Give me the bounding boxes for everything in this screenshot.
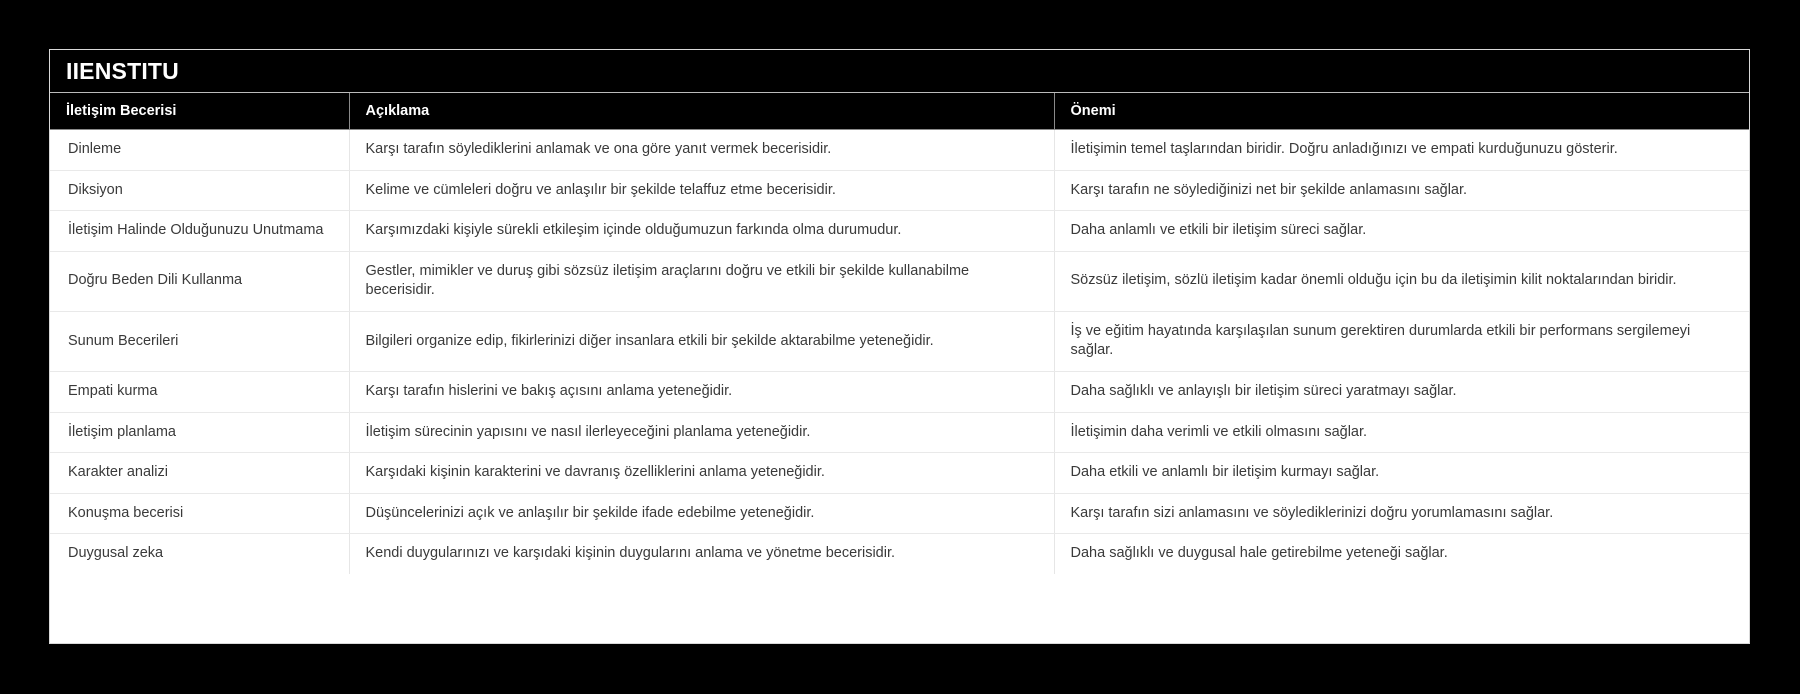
- cell-description: Bilgileri organize edip, fikirlerinizi diğer insanlara etkili bir şekilde aktarabilme yeteneğidir.: [349, 311, 1054, 371]
- table-body: [50, 130, 1749, 574]
- table-row: [50, 251, 1749, 311]
- cell-description: Karşıdaki kişinin karakterini ve davranış özelliklerini anlama yeteneğidir.: [349, 453, 1054, 494]
- table-row: [50, 311, 1749, 371]
- cell-importance: İletişimin temel taşlarından biridir. Doğru anladığınızı ve empati kurduğunuzu gösterir.: [1054, 130, 1749, 171]
- cell-importance: Daha sağlıklı ve duygusal hale getirebilme yeteneği sağlar.: [1054, 534, 1749, 574]
- cell-description: Karşımızdaki kişiyle sürekli etkileşim içinde olduğumuzun farkında olma durumudur.: [349, 211, 1054, 252]
- cell-description: İletişim sürecinin yapısını ve nasıl ilerleyeceğini planlama yeteneğidir.: [349, 412, 1054, 453]
- communication-skills-table: [50, 93, 1749, 574]
- cell-importance: Daha sağlıklı ve anlayışlı bir iletişim süreci yaratmayı sağlar.: [1054, 371, 1749, 412]
- brand-bar: [50, 50, 1749, 93]
- cell-importance: Sözsüz iletişim, sözlü iletişim kadar önemli olduğu için bu da iletişimin kilit noktalarından biridir.: [1054, 251, 1749, 311]
- cell-skill: Duygusal zeka: [50, 534, 349, 574]
- cell-description: Kelime ve cümleleri doğru ve anlaşılır bir şekilde telaffuz etme becerisidir.: [349, 170, 1054, 211]
- cell-skill: Konuşma becerisi: [50, 493, 349, 534]
- cell-skill: Diksiyon: [50, 170, 349, 211]
- table-header-row: [50, 93, 1749, 130]
- table-row: [50, 211, 1749, 252]
- cell-description: Düşüncelerinizi açık ve anlaşılır bir şekilde ifade edebilme yeteneğidir.: [349, 493, 1054, 534]
- column-header-skill: İletişim Becerisi: [50, 93, 349, 130]
- cell-description: Karşı tarafın hislerini ve bakış açısını anlama yeteneğidir.: [349, 371, 1054, 412]
- table-row: [50, 534, 1749, 574]
- column-header-description: Açıklama: [349, 93, 1054, 130]
- table-row: [50, 130, 1749, 171]
- cell-skill: Karakter analizi: [50, 453, 349, 494]
- column-header-importance: Önemi: [1054, 93, 1749, 130]
- cell-importance: Karşı tarafın ne söylediğinizi net bir şekilde anlamasını sağlar.: [1054, 170, 1749, 211]
- cell-description: Kendi duygularınızı ve karşıdaki kişinin duygularını anlama ve yönetme becerisidir.: [349, 534, 1054, 574]
- cell-skill: Doğru Beden Dili Kullanma: [50, 251, 349, 311]
- cell-description: Gestler, mimikler ve duruş gibi sözsüz iletişim araçlarını doğru ve etkili bir şekilde kullanabilme becerisidir.: [349, 251, 1054, 311]
- skills-table-card: [49, 49, 1750, 644]
- table-row: [50, 170, 1749, 211]
- cell-importance: Karşı tarafın sizi anlamasını ve söylediklerinizi doğru yorumlamasını sağlar.: [1054, 493, 1749, 534]
- cell-description: Karşı tarafın söylediklerini anlamak ve ona göre yanıt vermek becerisidir.: [349, 130, 1054, 171]
- cell-skill: Empati kurma: [50, 371, 349, 412]
- table-row: [50, 453, 1749, 494]
- cell-skill: İletişim planlama: [50, 412, 349, 453]
- cell-importance: Daha etkili ve anlamlı bir iletişim kurmayı sağlar.: [1054, 453, 1749, 494]
- table-row: [50, 371, 1749, 412]
- cell-importance: İş ve eğitim hayatında karşılaşılan sunum gerektiren durumlarda etkili bir performans sergilemeyi sağlar.: [1054, 311, 1749, 371]
- cell-skill: Dinleme: [50, 130, 349, 171]
- table-head: [50, 93, 1749, 130]
- table-row: [50, 412, 1749, 453]
- brand-title: IIENSTITU: [66, 57, 179, 84]
- cell-skill: İletişim Halinde Olduğunuzu Unutmama: [50, 211, 349, 252]
- cell-importance: İletişimin daha verimli ve etkili olmasını sağlar.: [1054, 412, 1749, 453]
- cell-importance: Daha anlamlı ve etkili bir iletişim süreci sağlar.: [1054, 211, 1749, 252]
- table-row: [50, 493, 1749, 534]
- cell-skill: Sunum Becerileri: [50, 311, 349, 371]
